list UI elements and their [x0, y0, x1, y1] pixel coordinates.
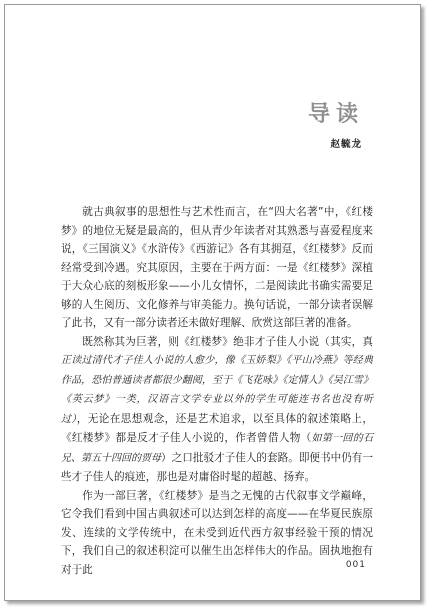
paragraph-1: 就古典叙事的思想性与艺术性而言，在“四大名著”中，《红楼梦》的地位无疑是最高的，但从青少年读者对其熟悉与喜爱程度来说，《三国演义》《水浒传》《西游记》各有其拥趸，《红楼梦》反而经常受到冷遇。究其原因，主要在于两方面：一是《红楼梦》深植于大众心底的刻板形象——小儿女情怀，二是阅读此书确实需要足够的人生阅历、文化修养与审美能力。换句话说，一部分读者误解了此书，又有一部分读者还未做好理解、欣赏这部巨著的准备。: [61, 206, 373, 329]
paragraph-3: 作为一部巨著，《红楼梦》是当之无愧的古代叙事文学巅峰，它令我们看到中国古典叙述可以达到怎样的高度——在华夏民族原发、连续的文学传统中，在未受到近代西方叙事经验干预的情况下，我们自己的叙述积淀可以催生出怎样伟大的作品。固执地抱有对于此: [61, 489, 373, 576]
paragraph-2-end: ，无论在思想观念，还是艺术追求，以至具体的叙述策略上，《红楼梦》都是反才子佳人小说的，作者曾借人物（: [61, 412, 374, 444]
paragraph-2-start: 既然称其为巨著，则《红楼梦》绝非才子佳人小说（其实，真: [82, 335, 373, 348]
chapter-title: 导读: [307, 101, 364, 127]
page-number: 001: [345, 560, 366, 570]
page-frame: [4, 4, 421, 601]
author-name: 赵毓龙: [330, 139, 362, 150]
paragraph-2-quote-2: 如第一回的石兄、第五十四回的贾母: [61, 433, 374, 464]
body-text: [61, 203, 373, 579]
paragraph-2-quote: 正读过清代才子佳人小说的人愈少，像《玉娇梨》《平山冷燕》等经典作品，恐怕普通读者都很少翻阅，至于《飞花咏》《定情人》《吴江雪》《英云梦》一类，汉语言文学专业以外的学生可能连书名也没有听过）: [61, 355, 373, 425]
paragraph-2-tail: ）之口批驳才子佳人的套路。即便书中仍有一些才子佳人的痕迹，那也是对庸俗时髦的超越、扬弃。: [61, 451, 374, 483]
paragraph-2: [61, 333, 373, 487]
